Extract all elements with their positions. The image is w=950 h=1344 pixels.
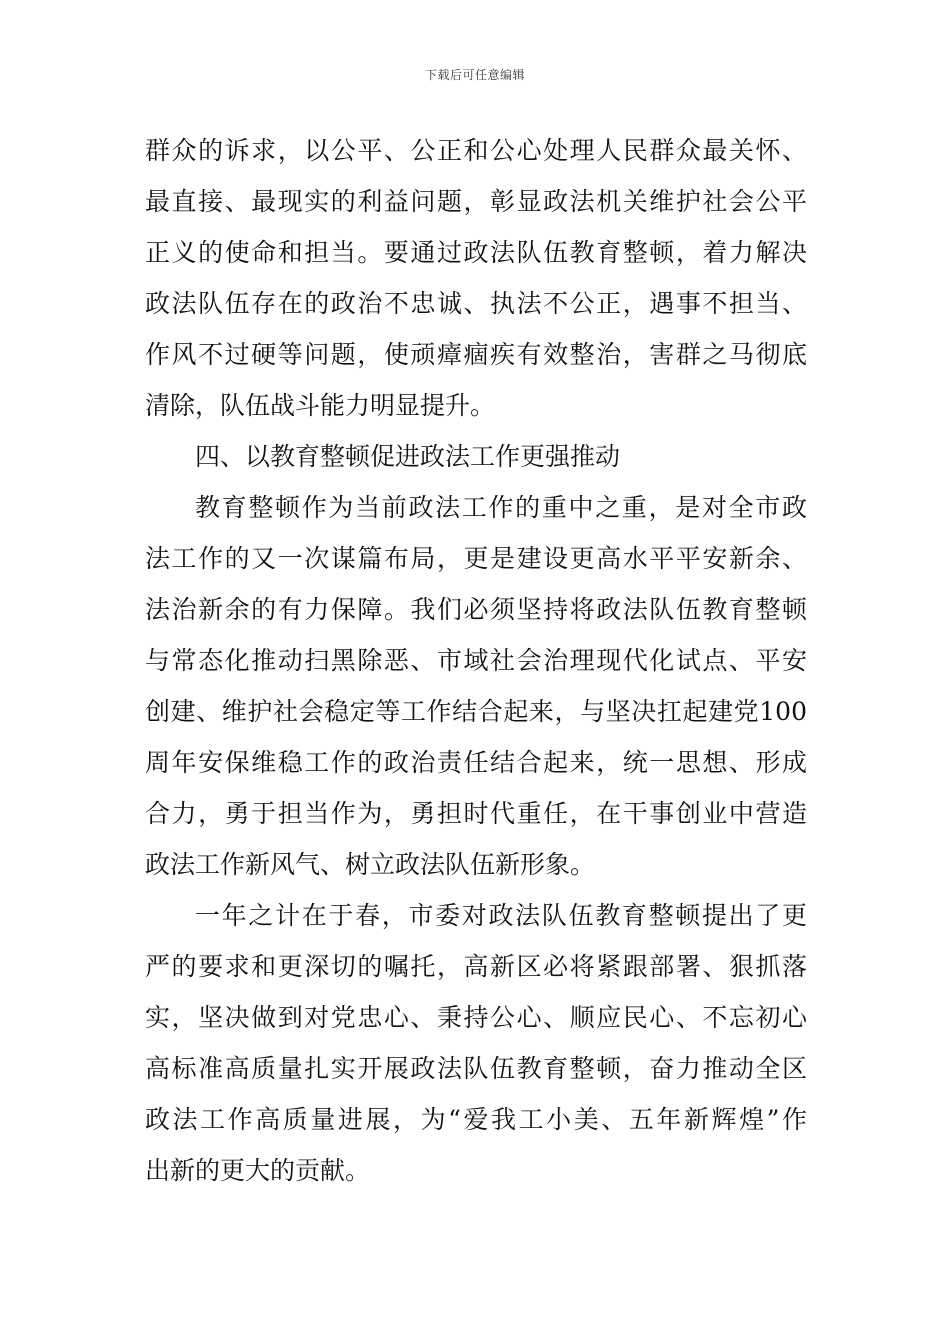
text-line: 正义的使命和担当。要通过政法队伍教育整顿，着力解决 xyxy=(145,238,807,267)
text-line: 法治新余的有力保障。我们必须坚持将政法队伍教育整顿 xyxy=(145,595,807,624)
text-line: 作风不过硬等问题，使顽瘴痼疾有效整治，害群之马彻底 xyxy=(145,340,807,369)
text-line: 合力，勇于担当作为，勇担时代重任，在干事创业中营造 xyxy=(145,799,807,828)
text-line: 最直接、最现实的利益问题，彰显政法机关维护社会公平 xyxy=(145,187,807,216)
text-line: 法工作的又一次谋篇布局，更是建设更高水平平安新余、 xyxy=(145,544,807,573)
text-line: 群众的诉求，以公平、公正和公心处理人民群众最关怀、 xyxy=(145,136,807,165)
document-body xyxy=(145,125,807,1196)
text-line: 政法工作新风气、树立政法队伍新形象。 xyxy=(145,850,596,879)
text-line: 周年安保维稳工作的政治责任结合起来，统一思想、形成 xyxy=(145,748,807,777)
text-line: 政法工作高质量进展，为“爱我工小美、五年新辉煌”作 xyxy=(145,1105,807,1134)
text-line: 实，坚决做到对党忠心、秉持公心、顺应民心、不忘初心 xyxy=(145,1003,807,1032)
text-line: 严的要求和更深切的嘱托，高新区必将紧跟部署、狠抓落 xyxy=(145,952,807,981)
text-line: 清除，队伍战斗能力明显提升。 xyxy=(145,391,496,420)
text-line: 教育整顿作为当前政法工作的重中之重，是对全市政 xyxy=(195,493,807,522)
text-line: 创建、维护社会稳定等工作结合起来，与坚决扛起建党100 xyxy=(145,697,807,726)
text-line: 出新的更大的贡献。 xyxy=(145,1156,371,1185)
text-line: 与常态化推动扫黑除恶、市域社会治理现代化试点、平安 xyxy=(145,646,807,675)
header-note: 下载后可任意编辑 xyxy=(424,68,525,82)
section-heading: 四、以教育整顿促进政法工作更强推动 xyxy=(195,442,621,471)
text-line: 政法队伍存在的政治不忠诚、执法不公正，遇事不担当、 xyxy=(145,289,807,318)
text-line: 高标准高质量扎实开展政法队伍教育整顿，奋力推动全区 xyxy=(145,1054,807,1083)
text-line: 一年之计在于春，市委对政法队伍教育整顿提出了更 xyxy=(195,901,807,930)
